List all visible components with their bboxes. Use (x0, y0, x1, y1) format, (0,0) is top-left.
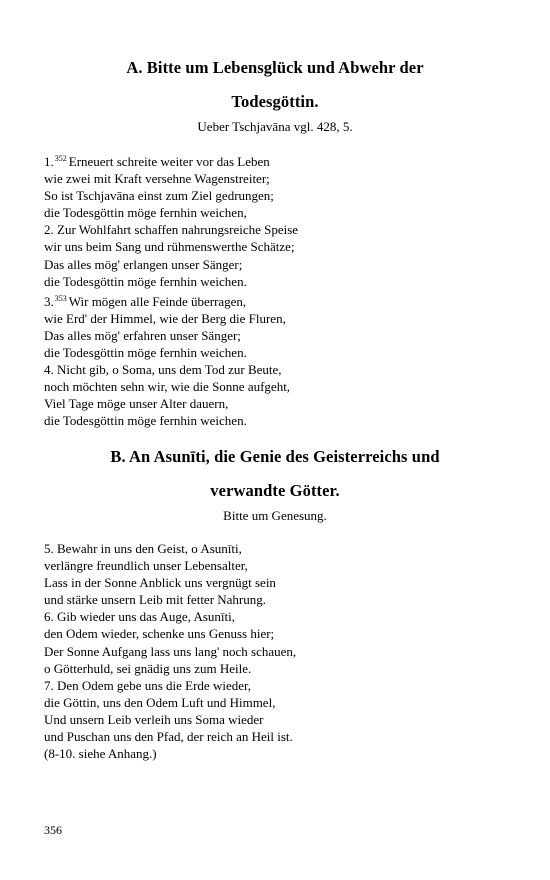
verse-line (44, 256, 514, 273)
verse-text: 7. Den Odem gebe uns die Erde wieder, (44, 677, 252, 693)
verse-line (44, 273, 514, 290)
verse-line (44, 310, 514, 327)
section-b-verses (44, 540, 514, 762)
verse-line (44, 608, 514, 625)
verse-text: und Puschan uns den Pfad, der reich an Heil ist. (44, 729, 293, 745)
verse-text: Das alles mög' erfahren unser Sänger; (44, 327, 241, 343)
footnote-marker: 352 (54, 154, 67, 163)
verse-text: die Todesgöttin möge fernhin weichen. (44, 413, 247, 429)
verse-text: Der Sonne Aufgang lass uns lang' noch schauen, (44, 643, 297, 659)
section-a-heading-line2: Todesgöttin. (231, 92, 319, 111)
verse-text: wir uns beim Sang und rühmenswerthe Schätze; (44, 239, 295, 255)
verse-text: 6. Gib wieder uns das Auge, Asunīti, (44, 609, 236, 625)
verse-text: die Göttin, uns den Odem Luft und Himmel, (44, 694, 276, 710)
verse-line (44, 395, 514, 412)
verse-text: Erneuert schreite weiter vor das Leben (68, 154, 270, 169)
verse-text: Und unsern Leib verleih uns Soma wieder (44, 711, 264, 727)
verse-line (44, 412, 514, 429)
verse-number: 3. (44, 293, 54, 309)
verse-text: So ist Tschjavāna einst zum Ziel gedrungen; (44, 188, 274, 204)
verse-line (44, 187, 514, 204)
verse-line (44, 327, 514, 344)
verse-line (44, 540, 514, 557)
verse-line (44, 238, 514, 255)
verse-text: Viel Tage möge unser Alter dauern, (44, 396, 229, 412)
verse-line (44, 728, 514, 745)
verse-line (44, 574, 514, 591)
verse-line (44, 221, 514, 238)
verse-text: noch möchten sehn wir, wie die Sonne aufgeht, (44, 379, 291, 395)
verse-line (44, 361, 514, 378)
section-a-verses (44, 150, 514, 430)
verse-text: 4. Nicht gib, o Soma, uns dem Tod zur Beute, (44, 362, 282, 378)
verse-text: 2. Zur Wohlfahrt schaffen nahrungsreiche Speise (44, 222, 299, 238)
verse-line (44, 625, 514, 642)
verse-text: Wir mögen alle Feinde überragen, (68, 293, 247, 309)
verse-text: Lass in der Sonne Anblick uns vergnügt sein (44, 575, 276, 591)
verse-text: 5. Bewahr in uns den Geist, o Asunīti, (44, 541, 242, 556)
verse-text: verlängre freundlich unser Lebensalter, (44, 558, 248, 574)
verse-line (44, 660, 514, 677)
verse-text: den Odem wieder, schenke uns Genuss hier; (44, 626, 275, 642)
page-number: 356 (44, 823, 62, 837)
verse-line (44, 204, 514, 221)
verse-line (44, 711, 514, 728)
verse-line (44, 745, 514, 762)
verse-line (44, 150, 514, 170)
verse-text: die Todesgöttin möge fernhin weichen. (44, 273, 247, 289)
section-a-heading-line1: A. Bitte um Lebensglück und Abwehr der (126, 58, 424, 77)
verse-text: und stärke unsern Leib mit fetter Nahrung. (44, 592, 267, 608)
verse-line (44, 677, 514, 694)
section-b-subtitle: Bitte um Genesung. (223, 508, 327, 523)
verse-text: die Todesgöttin möge fernhin weichen, (44, 205, 247, 221)
verse-line (44, 378, 514, 395)
verse-text: die Todesgöttin möge fernhin weichen. (44, 345, 247, 361)
footnote-marker: 353 (54, 293, 67, 303)
verse-text: o Götterhuld, sei gnädig uns zum Heile. (44, 660, 252, 676)
verse-text: Das alles mög' erlangen unser Sänger; (44, 256, 243, 272)
verse-text: (8-10. siehe Anhang.) (44, 746, 157, 762)
section-b-heading-line1: B. An Asunīti, die Genie des Geisterreichs und (110, 447, 440, 466)
verse-text: wie Erd' der Himmel, wie der Berg die Fluren, (44, 310, 286, 326)
verse-line (44, 290, 514, 310)
verse-line (44, 694, 514, 711)
verse-line (44, 591, 514, 608)
verse-line (44, 557, 514, 574)
verse-number: 1. (44, 154, 54, 169)
verse-line (44, 170, 514, 187)
section-a-subtitle: Ueber Tschjavāna vgl. 428, 5. (197, 119, 353, 134)
verse-line (44, 344, 514, 361)
verse-line (44, 643, 514, 660)
verse-text: wie zwei mit Kraft versehne Wagenstreiter; (44, 171, 270, 187)
section-b-heading-line2: verwandte Götter. (210, 481, 340, 500)
